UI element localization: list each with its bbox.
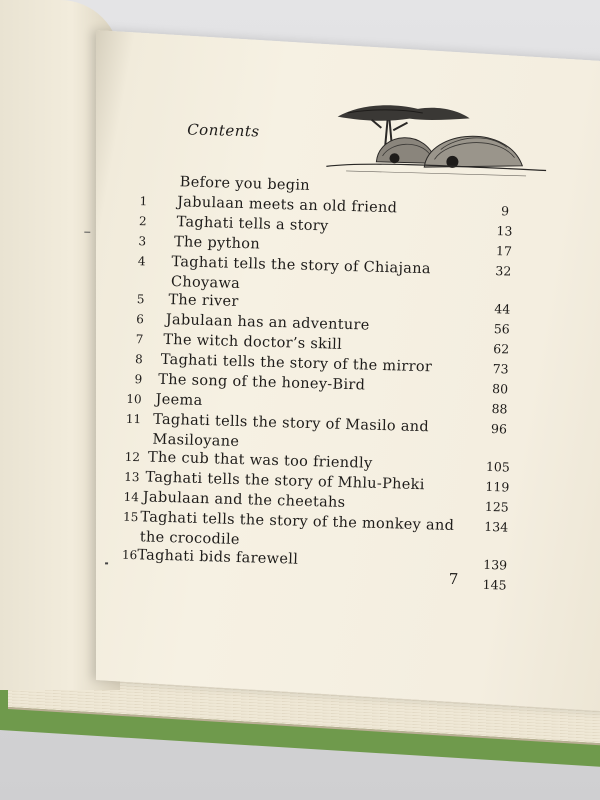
toc-page-number: 80 xyxy=(491,381,509,397)
toc-chapter-number: 5 xyxy=(136,292,145,307)
toc-chapter-number: 3 xyxy=(138,234,147,249)
toc-page-number: 62 xyxy=(493,341,510,357)
toc-chapter-title: The river xyxy=(168,291,239,310)
toc-chapter-title: Taghati tells the story of Masilo and Masiloyane xyxy=(152,411,430,451)
toc-page-number: 32 xyxy=(495,263,512,279)
toc-page-number: 139 xyxy=(483,556,508,573)
toc-page-number: 56 xyxy=(493,321,510,337)
page-title: Contents xyxy=(186,120,260,141)
toc-last-page-number: 145 xyxy=(482,576,507,593)
toc-page-number: 125 xyxy=(484,498,509,515)
toc-page-number: 73 xyxy=(492,361,509,377)
toc-page-number: 44 xyxy=(494,301,511,317)
toc-page-number: 13 xyxy=(496,223,513,239)
toc-chapter-number: 14 xyxy=(123,489,140,505)
toc-chapter-title: Taghati tells the story of the mirror xyxy=(160,351,433,376)
thatched-huts-and-acacia-tree-icon xyxy=(326,90,548,186)
toc-page-number: 96 xyxy=(490,421,508,437)
toc-chapter-title: Jabulaan has an adventure xyxy=(165,311,370,334)
toc-chapter-number: 16 xyxy=(121,547,138,563)
toc-chapter-number: 8 xyxy=(134,352,143,367)
toc-chapter-title: The witch doctor’s skill xyxy=(163,331,343,353)
toc-chapter-number: 7 xyxy=(135,332,144,347)
toc-page-number: 88 xyxy=(491,401,508,417)
toc-chapter-number: 6 xyxy=(136,312,145,327)
ink-dot xyxy=(105,562,108,564)
toc-chapter-title: Taghati tells the story of Chiajana Choyawa xyxy=(170,254,432,292)
toc-chapter-number: 13 xyxy=(124,469,140,485)
toc-chapter-title: Jabulaan meets an old friend xyxy=(176,194,398,217)
toc-chapter-title: Jeema xyxy=(155,391,203,409)
gutter-mark xyxy=(84,232,90,233)
toc-chapter-title: Taghati tells a story xyxy=(176,214,329,235)
toc-chapter-number: 2 xyxy=(138,214,147,229)
toc-chapter-title: Taghati bids farewell xyxy=(137,547,299,568)
toc-chapter-title: The song of the honey-Bird xyxy=(157,371,366,394)
toc-chapter-number: 12 xyxy=(124,449,141,465)
toc-chapter-title: Taghati tells the story of the monkey and the crocodile xyxy=(139,509,455,549)
toc-chapter-number: 9 xyxy=(134,372,143,387)
toc-chapter-title: Taghati tells the story of Mhlu-Pheki xyxy=(145,469,425,494)
toc-page-number: 134 xyxy=(484,518,509,535)
toc-chapter-number: 15 xyxy=(122,509,139,525)
toc-chapter-number: 11 xyxy=(125,411,142,427)
toc-chapter-number: 4 xyxy=(137,254,146,269)
toc-chapter-title: The python xyxy=(173,234,261,253)
toc-page-number: 119 xyxy=(485,478,510,495)
toc-page-number: 17 xyxy=(495,243,513,259)
toc-chapter-number: 1 xyxy=(139,194,148,209)
toc-page-number: 105 xyxy=(485,458,511,475)
table-of-contents xyxy=(96,170,547,596)
toc-intro-title: Before you begin xyxy=(179,174,311,194)
toc-chapter-title: Jabulaan and the cheetahs xyxy=(142,489,346,512)
toc-page-number: 9 xyxy=(500,203,510,219)
toc-chapter-number: 10 xyxy=(126,391,142,407)
folio-number: 7 xyxy=(448,569,459,589)
toc-chapter-title: The cub that was too friendly xyxy=(147,449,373,472)
